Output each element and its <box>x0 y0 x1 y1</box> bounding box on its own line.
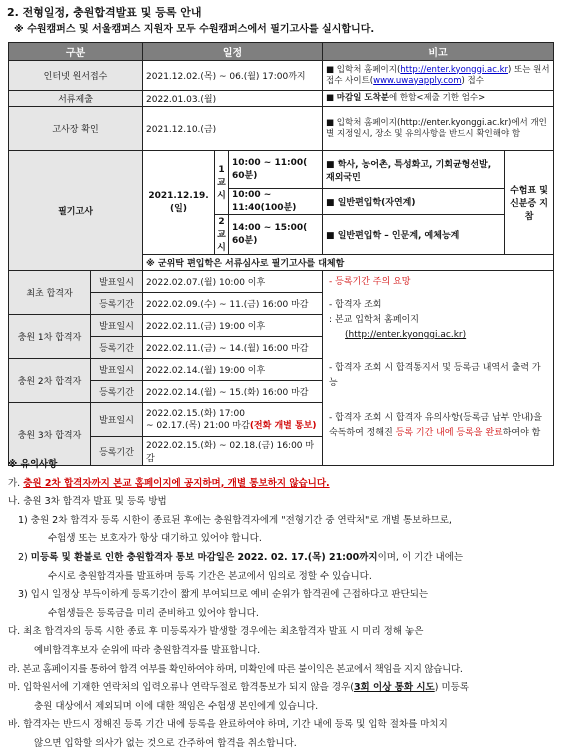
exam-note-3: ■ 일반편입학 – 인문계, 예체능계 <box>323 215 505 255</box>
period-2: 2교시 <box>215 215 229 255</box>
first-ann-label: 발표일시 <box>91 271 143 293</box>
row-label-r3: 충원 3차 합격자 <box>9 403 91 466</box>
note-n2b: 수시로 충원합격자를 발표하며 등록 기간은 본교에서 임의로 정할 수 있습니다. <box>48 570 372 582</box>
r1-ann-date: 2022.02.11.(금) 19:00 이후 <box>143 315 323 337</box>
r2-reg-date: 2022.02.14.(월) ~ 15.(화) 16:00 마감 <box>143 381 323 403</box>
r2-ann-label: 발표일시 <box>91 359 143 381</box>
note-db: 예비합격후보자 순위에 따라 충원합격자를 발표합니다. <box>34 644 261 656</box>
row-label-online: 인터넷 원서접수 <box>9 61 143 91</box>
row-label-venue: 고사장 확인 <box>9 107 143 151</box>
first-reg-date: 2022.02.09.(수) ~ 11.(금) 16:00 마감 <box>143 293 323 315</box>
note-n3a: 3) 입시 일정상 부득이하게 등록기간이 짧게 부여되므로 예비 순위가 합격권에 근접하다고 판단되는 <box>18 589 429 601</box>
note-n3b: 수험생들은 등록금을 미리 준비하고 있어야 합니다. <box>48 607 259 619</box>
venue-note: ■ 입학처 홈페이지(http://enter.kyonggi.ac.kr)에서 개인별 지정일시, 장소 및 유의사항을 반드시 확인해야 함 <box>323 107 554 151</box>
note-ga: 가. 충원 2차 합격자까지 본교 홈페이지에 공지하며, 개별 통보하지 않습니다. <box>8 477 330 489</box>
notes-title: ※ 유의사항 <box>8 459 58 470</box>
r2-ann-date: 2022.02.14.(월) 19:00 이후 <box>143 359 323 381</box>
note-ba: 바. 합격자는 반드시 정해진 등록 기간 내에 등록을 완료하여야 하며, 기간 내에 등록 및 입학 절차를 마치지 <box>8 719 448 731</box>
row-label-docs: 서류제출 <box>9 91 143 107</box>
schedule-side-notes: - 등록기간 주의 요망 - 합격자 조회 : 본교 입학처 홈페이지 (http://enter.kyonggi.ac.kr) - 합격자 조회 시 합격통지서 및 등록금 내역서 출력 가능 - 합격자 조회 시 합격자 유의사항(등록금 납부 안내)을 숙독하여 정해진 등록 기간 내에 등록을 완료하여야 함 <box>323 271 554 466</box>
exam-note-2: ■ 일반편입학(자연계) <box>323 189 505 215</box>
r1-reg-label: 등록기간 <box>91 337 143 359</box>
uway-link[interactable]: www.uwayapply.com <box>373 75 462 86</box>
r3-reg-label: 등록기간 <box>91 437 143 466</box>
r3-reg-date: 2022.02.15.(화) ~ 02.18.(금) 16:00 마감 <box>143 437 323 466</box>
r3-ann-label: 발표일시 <box>91 403 143 437</box>
first-reg-label: 등록기간 <box>91 293 143 315</box>
col-header-remarks: 비고 <box>323 43 554 61</box>
note-n1b: 수험생 또는 보호자가 항상 대기하고 있어야 합니다. <box>48 533 262 545</box>
note-bb: 않으면 입학할 의사가 없는 것으로 간주하여 합격을 취소합니다. <box>34 737 297 749</box>
col-header-category: 구분 <box>9 43 143 61</box>
note-mb: 충원 대상에서 제외되며 이에 대한 책임은 수험생 본인에게 있습니다. <box>34 700 319 712</box>
row-label-exam: 필기고사 <box>9 151 143 271</box>
exam-date: 2021.12.19. (일) <box>143 151 215 255</box>
docs-date: 2022.01.03.(월) <box>143 91 323 107</box>
note-ra: 라. 본교 홈페이지를 통하여 합격 여부를 확인하여야 하며, 미확인에 따른 불이익은 본교에서 책임을 지지 않습니다. <box>8 663 463 675</box>
row-label-r2: 충원 2차 합격자 <box>9 359 91 403</box>
row-label-first: 최초 합격자 <box>9 271 91 315</box>
col-header-schedule: 일정 <box>143 43 323 61</box>
online-note: ■ 입학처 홈페이지(http://enter.kyonggi.ac.kr) 또는 원서접수 사이트(www.uwayapply.com) 접수 <box>323 61 554 91</box>
docs-note: ■ 마감일 도착분에 한함<제출 기한 엄수> <box>323 91 554 107</box>
notes-section <box>8 456 553 754</box>
note-n2a: 2) 미등록 및 환불로 인한 충원합격자 통보 마감일은 2022. 02. 17.(목) 21:00까지이며, 이 기간 내에는 <box>18 551 464 563</box>
r1-reg-date: 2022.02.11.(금) ~ 14.(월) 16:00 마감 <box>143 337 323 359</box>
r2-reg-label: 등록기간 <box>91 381 143 403</box>
first-ann-date: 2022.02.07.(월) 10:00 이후 <box>143 271 323 293</box>
venue-date: 2021.12.10.(금) <box>143 107 323 151</box>
period-1: 1교시 <box>215 151 229 215</box>
exam-side-note: 수험표 및 신분증 지참 <box>505 151 554 255</box>
section-heading: 2. 전형일정, 충원합격발표 및 등록 안내 <box>7 6 202 19</box>
exam-note-1: ■ 학사, 농어촌, 특성화고, 기회균형선발, 재외국민 <box>323 151 505 189</box>
note-na: 나. 충원 3차 합격자 발표 및 등록 방법 <box>8 496 167 508</box>
note-da: 다. 최초 합격자의 등록 시한 종료 후 미등록자가 발생할 경우에는 최초합격자 발표 시 미리 정해 놓은 <box>8 626 424 638</box>
exam-time-3: 14:00 ~ 15:00( 60분) <box>229 215 323 255</box>
exam-footnote: ※ 군위탁 편입학은 서류심사로 필기고사를 대체함 <box>143 255 554 271</box>
kyonggi-link[interactable]: http://enter.kyonggi.ac.kr <box>400 64 509 75</box>
exam-time-1: 10:00 ~ 11:00( 60분) <box>229 151 323 189</box>
exam-time-2: 10:00 ~ 11:40(100분) <box>229 189 323 215</box>
row-label-r1: 충원 1차 합격자 <box>9 315 91 359</box>
online-date: 2021.12.02.(목) ~ 06.(월) 17:00까지 <box>143 61 323 91</box>
note-ma: 마. 입학원서에 기재한 연락처의 입력오류나 연락두절로 합격통보가 되지 않을 경우(3회 이상 통화 시도) 미등록 <box>8 682 469 694</box>
campus-notice: ※ 수원캠퍼스 및 서울캠퍼스 지원자 모두 수원캠퍼스에서 필기고사를 실시합니다. <box>14 24 375 35</box>
schedule-table <box>8 42 554 466</box>
note-n1a: 1) 충원 2차 합격자 등록 시한이 종료된 후에는 충원합격자에게 "전형기간 중 연락처"로 개별 통보하므로, <box>18 514 452 526</box>
r1-ann-label: 발표일시 <box>91 315 143 337</box>
r3-ann-date: 2022.02.15.(화) 17:00 ~ 02.17.(목) 21:00 마감(전화 개별 통보) <box>143 403 323 437</box>
